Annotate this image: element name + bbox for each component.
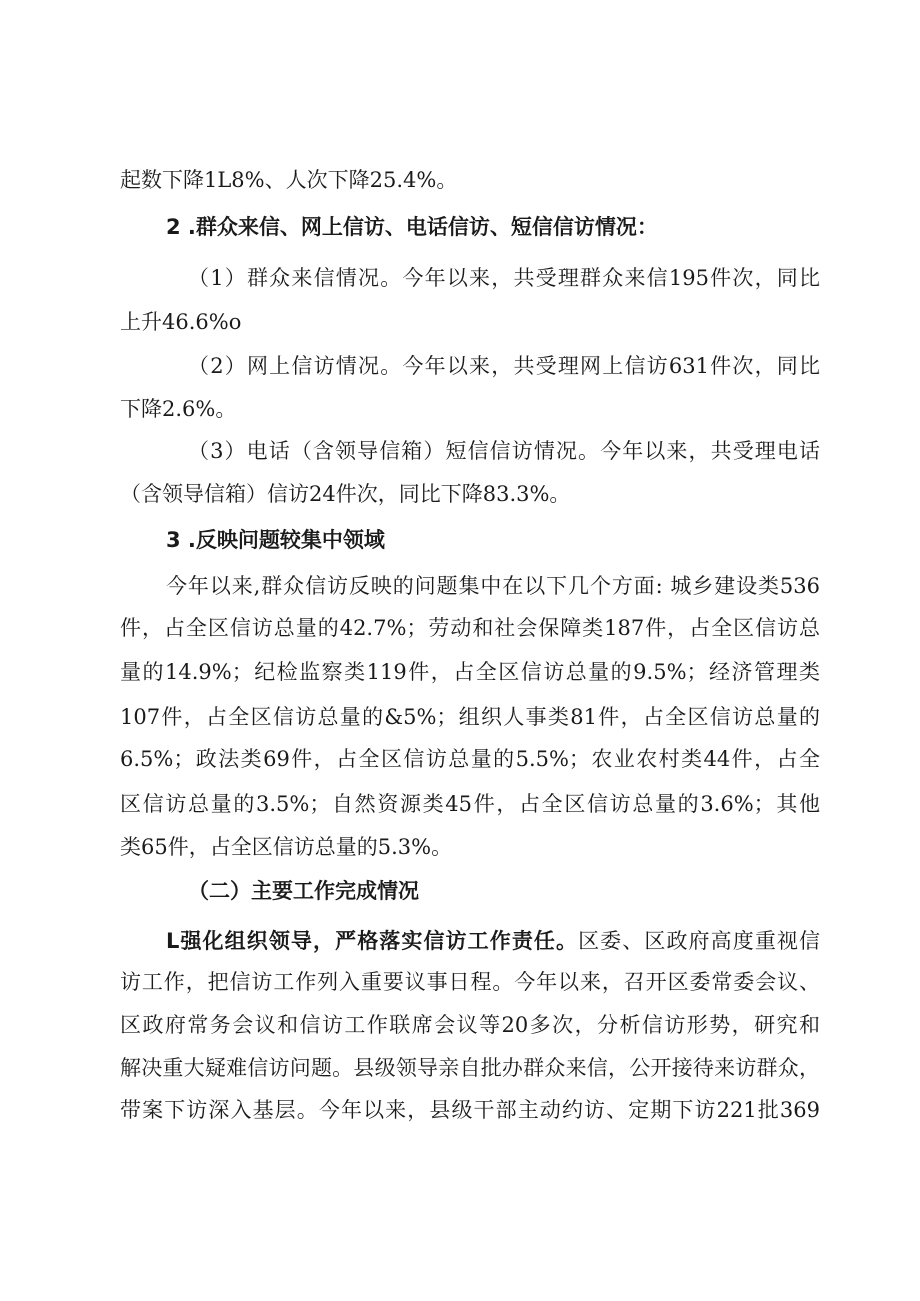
text-line: 上升46.6%o	[120, 310, 242, 334]
text-line: 访工作，把信访工作列入重要议事日程。今年以来，召开区委常委会议、	[120, 970, 820, 994]
text-line: 今年以来,群众信访反映的问题集中在以下几个方面: 城乡建设类536	[166, 574, 820, 598]
subsection-heading: （二）主要工作完成情况	[188, 879, 419, 903]
text-line: 6.5%；政法类69件，占全区信访总量的5.5%；农业农村类44件，占全	[120, 747, 820, 771]
text-line: 类65件，占全区信访总量的5.3%。	[120, 835, 453, 859]
text-line: （含领导信箱）信访24件次，同比下降83.3%。	[120, 482, 571, 506]
text-line: 件，占全区信访总量的42.7%；劳动和社会保障类187件，占全区信访总	[120, 616, 820, 640]
text-line: 起数下降1L8%、人次下降25.4%。	[120, 168, 458, 192]
section-heading-2: 2 .群众来信、网上信访、电话信访、短信信访情况：	[166, 215, 658, 239]
text-line: 解决重大疑难信访问题。县级领导亲自批办群众来信，公开接待来访群众，	[120, 1056, 820, 1080]
text-line: 带案下访深入基层。今年以来，县级干部主动约访、定期下访221批369	[120, 1098, 820, 1122]
paragraph-lead-bold: L强化组织领导，严格落实信访工作责任。	[166, 929, 579, 953]
paragraph-first-line	[166, 927, 820, 955]
text-line: 下降2.6%。	[120, 397, 237, 421]
text-line: （2）网上信访情况。今年以来，共受理网上信访631件次，同比	[188, 354, 820, 378]
text-line: 107件，占全区信访总量的&5%；组织人事类81件，占全区信访总量的	[120, 705, 820, 729]
text-line: （1）群众来信情况。今年以来，共受理群众来信195件次，同比	[188, 266, 820, 290]
text-line: 区政府常务会议和信访工作联席会议等20多次，分析信访形势，研究和	[120, 1013, 820, 1037]
text-line: 区信访总量的3.5%；自然资源类45件，占全区信访总量的3.6%；其他	[120, 792, 820, 816]
text-line: （3）电话（含领导信箱）短信信访情况。今年以来，共受理电话	[188, 439, 820, 463]
section-heading-3: 3 .反映问题较集中领域	[166, 528, 385, 552]
text-line: 量的14.9%；纪检监察类119件，占全区信访总量的9.5%；经济管理类	[120, 660, 820, 684]
paragraph-lead-text: 区委、区政府高度重视信	[578, 929, 820, 953]
